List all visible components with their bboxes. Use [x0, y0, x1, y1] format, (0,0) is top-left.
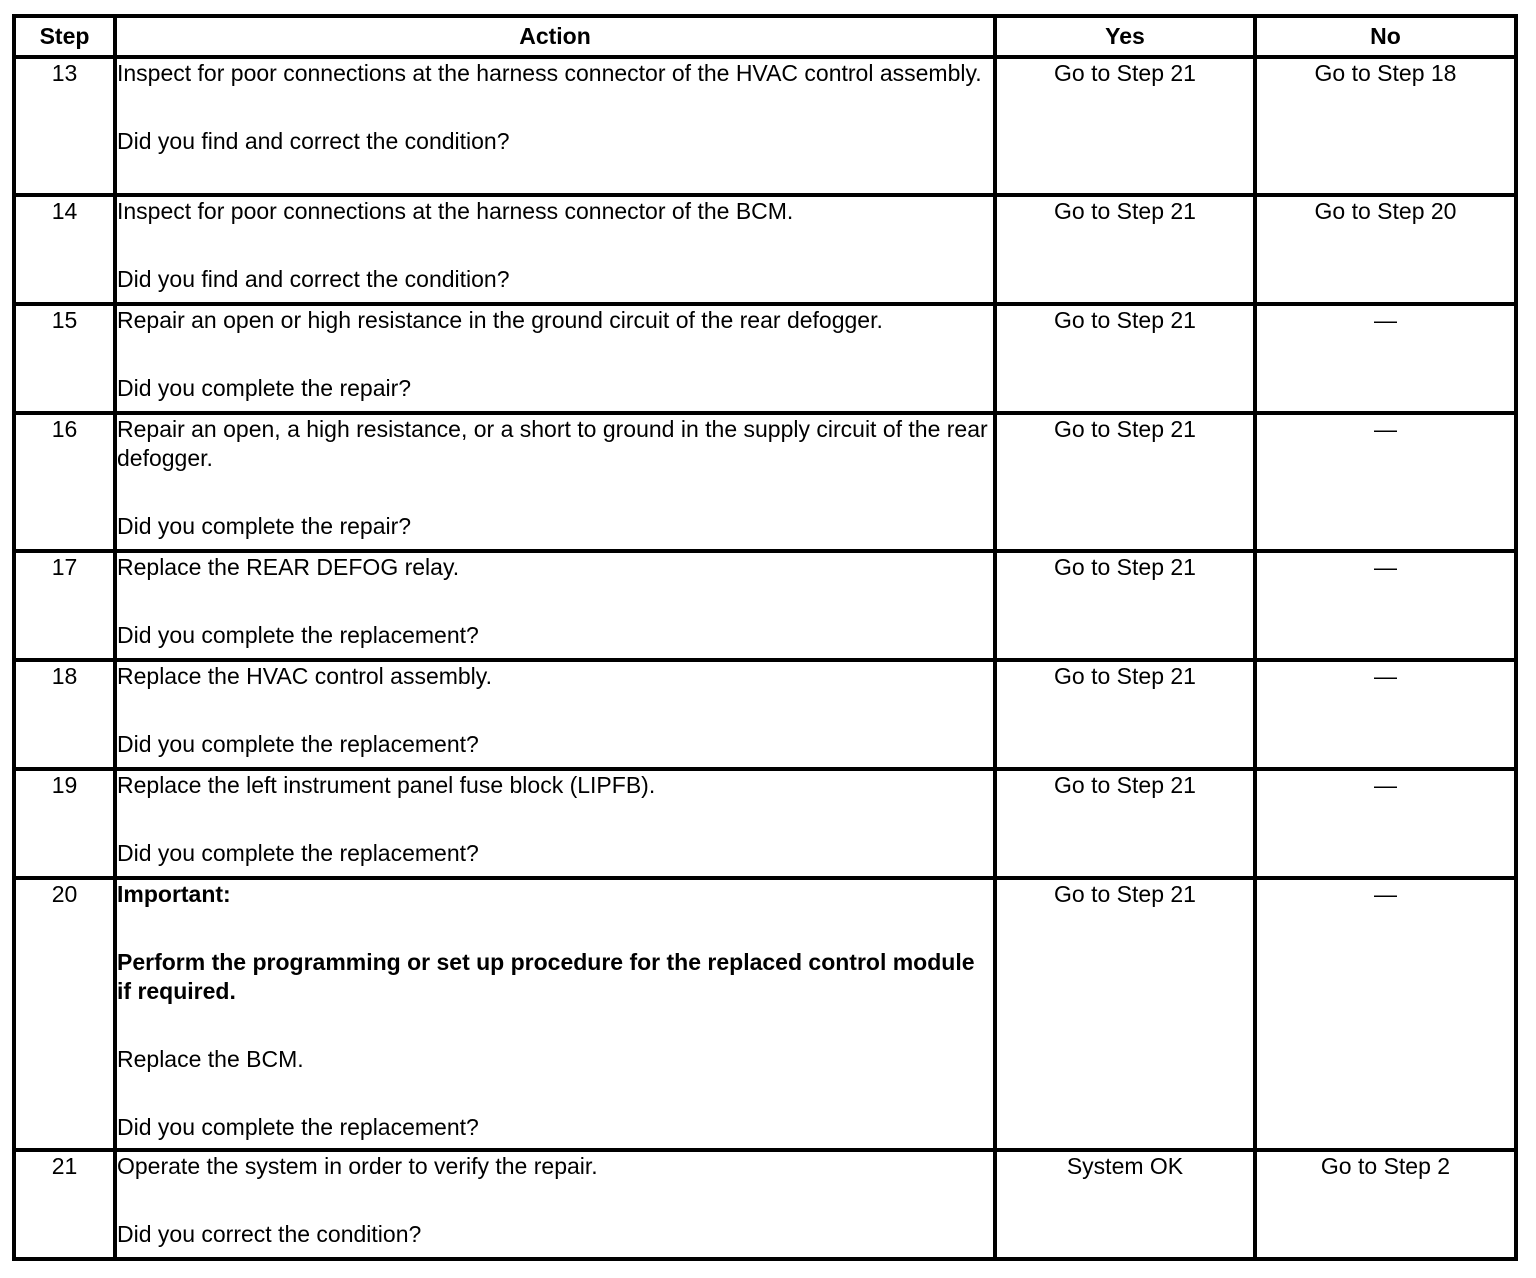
step-number: 20 — [14, 878, 115, 1150]
table-row — [14, 769, 1516, 878]
action-question: Did you find and correct the condition? — [117, 266, 510, 292]
table-row — [14, 57, 1516, 195]
action-question: Did you complete the replacement? — [117, 622, 479, 648]
table-row — [14, 1150, 1516, 1259]
no-result: — — [1255, 304, 1516, 413]
action-question: Did you correct the condition? — [117, 1221, 422, 1247]
no-result: Go to Step 20 — [1255, 195, 1516, 304]
step-number: 19 — [14, 769, 115, 878]
yes-result: Go to Step 21 — [995, 660, 1255, 769]
action-cell — [115, 57, 995, 195]
yes-result: Go to Step 21 — [995, 57, 1255, 195]
action-instruction: Replace the HVAC control assembly. — [117, 663, 492, 689]
action-cell — [115, 195, 995, 304]
no-result: — — [1255, 551, 1516, 660]
action-instruction: Operate the system in order to verify the repair. — [117, 1153, 598, 1179]
table-row — [14, 413, 1516, 551]
action-instruction: Repair an open or high resistance in the ground circuit of the rear defogger. — [117, 307, 883, 333]
header-row — [14, 16, 1516, 57]
step-number: 15 — [14, 304, 115, 413]
action-question: Did you complete the repair? — [117, 513, 412, 539]
action-instruction: Repair an open, a high resistance, or a short to ground in the supply circuit of the rear defogger. — [117, 416, 988, 471]
header-no: No — [1255, 16, 1516, 57]
action-instruction: Inspect for poor connections at the harness connector of the HVAC control assembly. — [117, 60, 982, 86]
action-instruction: Replace the REAR DEFOG relay. — [117, 554, 460, 580]
action-question: Did you complete the replacement? — [117, 731, 479, 757]
table-row — [14, 195, 1516, 304]
table-row — [14, 551, 1516, 660]
action-question: Did you complete the replacement? — [117, 1114, 479, 1140]
action-instruction: Replace the left instrument panel fuse block (LIPFB). — [117, 772, 656, 798]
header-yes: Yes — [995, 16, 1255, 57]
action-instruction: Inspect for poor connections at the harness connector of the BCM. — [117, 198, 794, 224]
step-number: 18 — [14, 660, 115, 769]
header-action: Action — [115, 16, 995, 57]
action-cell — [115, 304, 995, 413]
table-row — [14, 304, 1516, 413]
no-result: — — [1255, 660, 1516, 769]
action-instruction: Replace the BCM. — [117, 1046, 304, 1072]
no-result: Go to Step 18 — [1255, 57, 1516, 195]
no-result: — — [1255, 769, 1516, 878]
yes-result: System OK — [995, 1150, 1255, 1259]
yes-result: Go to Step 21 — [995, 304, 1255, 413]
table-row — [14, 660, 1516, 769]
step-number: 13 — [14, 57, 115, 195]
table-row — [14, 878, 1516, 1150]
action-cell — [115, 1150, 995, 1259]
step-number: 14 — [14, 195, 115, 304]
action-cell — [115, 660, 995, 769]
action-cell — [115, 551, 995, 660]
action-question: Did you complete the replacement? — [117, 840, 479, 866]
yes-result: Go to Step 21 — [995, 195, 1255, 304]
yes-result: Go to Step 21 — [995, 551, 1255, 660]
yes-result: Go to Step 21 — [995, 413, 1255, 551]
step-number: 21 — [14, 1150, 115, 1259]
no-result: Go to Step 2 — [1255, 1150, 1516, 1259]
yes-result: Go to Step 21 — [995, 878, 1255, 1150]
step-number: 16 — [14, 413, 115, 551]
action-cell — [115, 769, 995, 878]
no-result: — — [1255, 413, 1516, 551]
action-question: Did you find and correct the condition? — [117, 128, 510, 154]
action-cell — [115, 413, 995, 551]
yes-result: Go to Step 21 — [995, 769, 1255, 878]
step-number: 17 — [14, 551, 115, 660]
action-question: Did you complete the repair? — [117, 375, 412, 401]
diagnostic-table — [12, 14, 1518, 1261]
important-label: Important: — [117, 881, 231, 907]
header-step: Step — [14, 16, 115, 57]
no-result: — — [1255, 878, 1516, 1150]
important-note: Perform the programming or set up procedure for the replaced control module if required. — [117, 949, 975, 1004]
action-cell — [115, 878, 995, 1150]
